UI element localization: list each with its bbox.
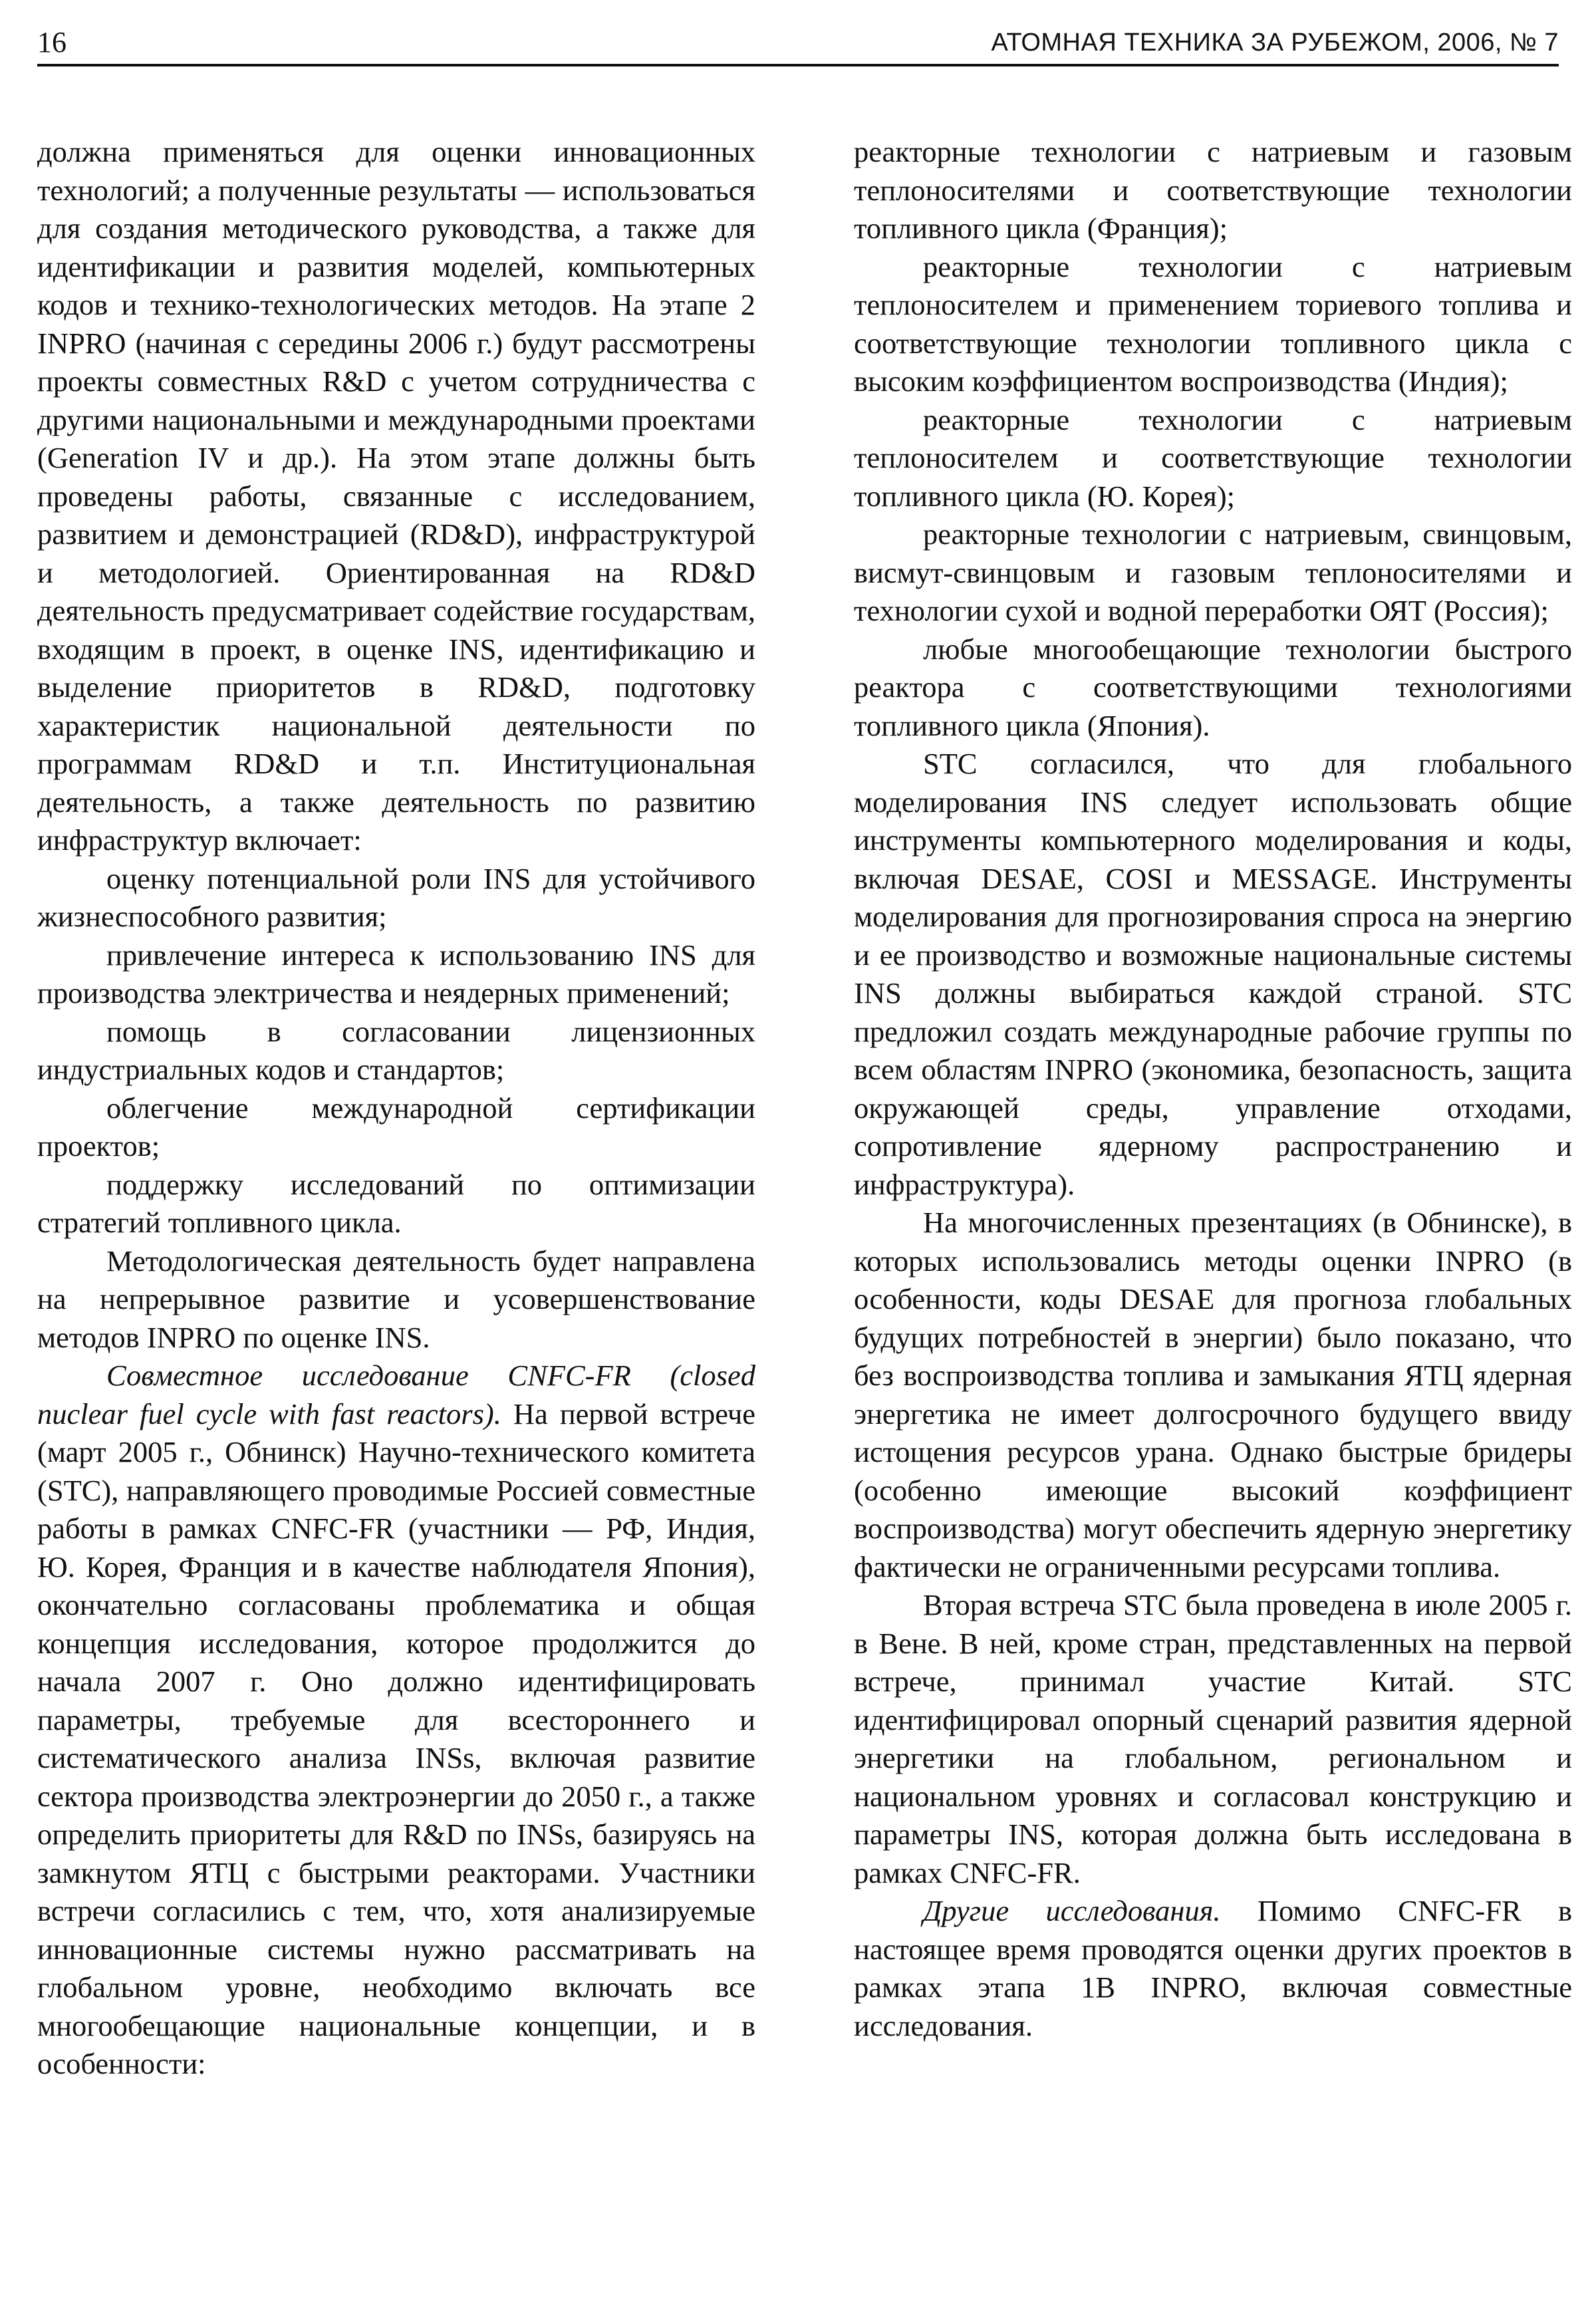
list-item-fuel-cycle: поддержку исследований по оптимизации стратегий топливного цикла. <box>37 1167 755 1239</box>
paragraph-methodology: Методологическая деятельность будет направлена на непрерывное развитие и усовершенствование методов INPRO по оценке INS. <box>37 1244 755 1354</box>
list-item-certification: облегчение международной сертификации проектов; <box>37 1091 755 1162</box>
paragraph-second-meeting: Вторая встреча STC была проведена в июле 2005 г. в Вене. В ней, кроме стран, представленных на первой встрече, принимал участие Китай. STC идентифицировал опорный сценарий развития ядерной энергетики на глобальном, региональном и национальном уровнях и согласовал конструкцию и параметры INS, которая должна быть исследована в рамках CNFC-FR. <box>854 1588 1572 1889</box>
list-item-france: реакторные технологии с натриевым и газовым теплоносителями и соответствующие технологии топливного цикла (Франция); <box>854 135 1572 245</box>
page-number: 16 <box>37 26 66 59</box>
list-item-russia: реакторные технологии с натриевым, свинцовым, висмут-свинцовым и газовым теплоносителями и технологии сухой и водной переработки ОЯТ (Россия); <box>854 517 1572 627</box>
paragraph-inpro-stage2: должна применяться для оценки инновационных технологий; а полученные результаты — использоваться для создания методического руководства, а также для идентификации и развития моделей, компьютерных кодов и технико-технологических методов. На этапе 2 INPRO (начиная с середины 2006 г.) будут рассмотрены проекты совместных R&D с учетом сотрудничества с другими национальными и международными проектами (Generation IV и др.). На этом этапе должны быть проведены работы, связанные с исследованием, развитием и демонстрацией (RD&D), инфраструктурой и методологией. Ориентированная на RD&D деятельность предусматривает содействие государствам, входящим в проект, в оценке INS, идентификацию и выделение приоритетов в RD&D, подготовку характеристик национальной деятельности по программам RD&D и т.п. Институциональная деятельность, а также деятельность по развитию инфраструктур включает: <box>37 135 755 857</box>
right-column <box>854 133 1572 2045</box>
list-item-licensing: помощь в согласовании лицензионных индустриальных кодов и стандартов; <box>37 1014 755 1086</box>
paragraph-cnfc-fr-body: На первой встрече (март 2005 г., Обнинск) Научно-технического комитета (STC), направляющего проводимые Россией совместные работы в рамках CNFC-FR (участники — РФ, Индия, Ю. Корея, Франция и в качестве наблюдателя Япония), окончательно согласованы проблематика и общая концепция исследования, которое продолжится до начала 2007 г. Оно должно идентифицировать параметры, требуемые для всестороннего и систематического анализа INSs, включая развитие сектора производства электроэнергии до 2050 г., а также определить приоритеты для R&D по INSs, базируясь на замкнутом ЯТЦ с быстрыми реакторами. Участники встречи согласились с тем, что, хотя анализируемые инновационные системы нужно рассматривать на глобальном уровне, необходимо включать все многообещающие национальные концепции, и в особенности: <box>37 1397 755 2080</box>
list-item-ins-interest: привлечение интереса к использованию INS для производства электричества и неядерных применений; <box>37 938 755 1010</box>
paragraph-presentations: На многочисленных презентациях (в Обнинске), в которых использовались методы оценки INPRO (в особенности, коды DESAE для прогноза глобальных будущих потребностей в энергии) было показано, что без воспроизводства топлива и замыкания ЯТЦ ядерная энергетика не имеет долгосрочного будущего ввиду истощения ресурсов урана. Однако быстрые бридеры (особенно имеющие высокий коэффициент воспроизводства) могут обеспечить ядерную энергетику фактически не ограниченными ресурсами топлива. <box>854 1206 1572 1583</box>
list-item-korea: реакторные технологии с натриевым теплоносителем и соответствующие технологии топливного цикла (Ю. Корея); <box>854 402 1572 513</box>
paragraph-other-studies <box>854 1892 1572 2045</box>
paragraph-cnfc-fr <box>37 1357 755 2084</box>
journal-running-title: АТОМНАЯ ТЕХНИКА ЗА РУБЕЖОМ, 2006, № 7 <box>991 29 1559 57</box>
left-column <box>37 133 755 2084</box>
paragraph-stc-modeling: STC согласился, что для глобального моделирования INS следует использовать общие инструменты компьютерного моделирования и коды, включая DESAE, COSI и MESSAGE. Инструменты моделирования для прогнозирования спроса на энергию и ее производство и возможные национальные системы INS должны выбираться каждой страной. STC предложил создать международные рабочие группы по всем областям INPRO (экономика, безопасность, защита окружающей среды, управление отходами, сопротивление ядерному распространению и инфраструктура). <box>854 747 1572 1201</box>
section-title-other-studies: Другие исследования. <box>923 1894 1221 1927</box>
list-item-japan: любые многообещающие технологии быстрого реактора с соответствующими технологиями топливного цикла (Япония). <box>854 632 1572 742</box>
list-item-india: реакторные технологии с натриевым теплоносителем и применением ториевого топлива и соответствующие технологии топливного цикла с высоким коэффициентом воспроизводства (Индия); <box>854 249 1572 398</box>
section-title-cnfc-fr: Совместное исследование CNFC-FR (closed nuclear fuel cycle with fast reactors). <box>37 1359 755 1430</box>
paragraph-other-studies-body: Помимо CNFC-FR в настоящее время проводятся оценки других проектов в рамках этапа 1B INPRO, включая совместные исследования. <box>854 1894 1573 2042</box>
list-item-ins-role: оценку потенциальной роли INS для устойчивого жизнеспособного развития; <box>37 861 755 933</box>
page-header <box>37 25 1559 67</box>
